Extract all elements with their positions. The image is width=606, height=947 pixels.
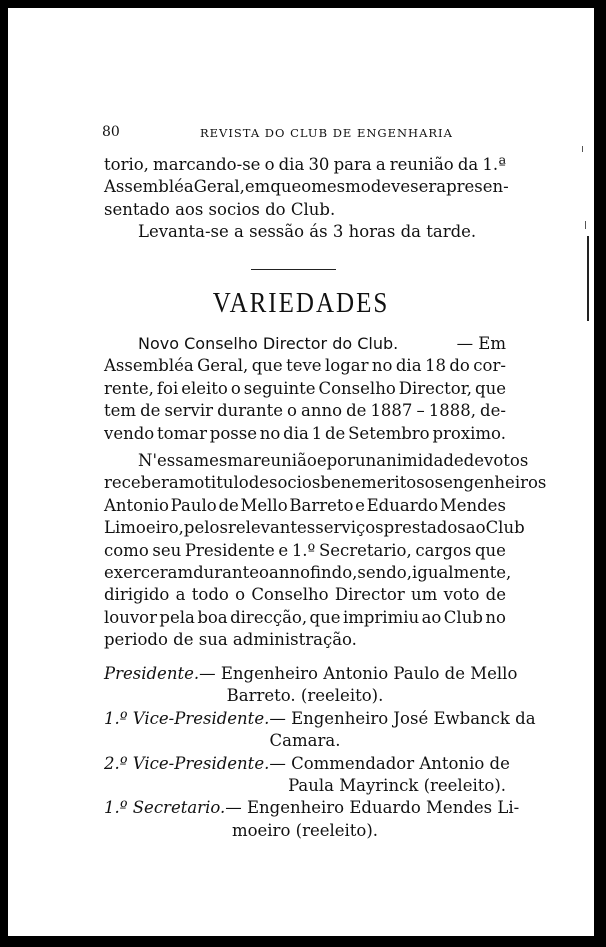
member-line <box>104 708 536 730</box>
continuation-paragraph <box>104 154 509 244</box>
text-line: como seu Presidente e 1.º Secretario, cargos que <box>104 540 506 560</box>
member-continuation: Barreto. (reeleito). <box>226 686 384 706</box>
member-text: — Engenheiro José Ewbanck da <box>269 708 536 728</box>
text-line: exerceram durante o anno findo, sendo, igualmente, <box>104 562 512 582</box>
member-continuation: moeiro (reeleito). <box>231 820 379 840</box>
section-title: VARIEDADES <box>212 287 390 319</box>
margin-mark <box>582 146 583 152</box>
text-line: dirigido a todo o Conselho Director um voto de <box>104 585 506 605</box>
text-line: Limoeiro, pelos relevantes serviços prestados ao Club <box>104 518 525 538</box>
page-number: 80 <box>102 124 120 140</box>
text-line: louvor pela boa direcção, que imprimiu ao Club no <box>104 607 506 627</box>
member-line <box>104 663 518 685</box>
text-line: Antonio Paulo de Mello Barreto e Eduardo Mendes <box>104 495 506 515</box>
member-continuation: Paula Mayrinck (reeleito). <box>288 775 506 795</box>
document-page <box>8 8 594 936</box>
closing-line: Levanta-se a sessão ás 3 horas da tarde. <box>138 222 477 242</box>
section-divider <box>251 269 336 270</box>
text-line: tem de servir durante o anno de 1887 – 1888, de- <box>104 401 506 421</box>
member-role: 1.º Secretario. <box>104 798 226 818</box>
member-role: 2.º Vice-Presidente. <box>104 753 270 773</box>
member-line <box>104 753 510 775</box>
text-line: Assembléa Geral, que teve logar no dia 18 do cor- <box>104 356 506 376</box>
text-line: Assembléa Geral, em que o mesmo deve ser apresen- <box>104 177 509 197</box>
member-continuation: Camara. <box>269 731 341 751</box>
text-line: periodo de sua administração. <box>104 630 357 650</box>
member-text: — Commendador Antonio de <box>269 753 510 773</box>
page-header <box>8 123 594 143</box>
text-line: N'essa mesma reunião e por unanimidade de votos <box>138 451 529 470</box>
text-line: vendo tomar posse no dia 1 de Setembro proximo. <box>104 423 506 443</box>
member-role: 1.º Vice-Presidente. <box>104 708 270 728</box>
text-line: receberam o titulo de socios benemeritos os engenheiros <box>104 473 547 493</box>
member-role: Presidente. <box>104 664 200 683</box>
heading-line <box>104 333 506 355</box>
member-text: — Engenheiro Eduardo Mendes Li- <box>225 798 520 818</box>
member-line <box>104 797 520 819</box>
margin-mark <box>585 221 586 229</box>
text-line: torio, marcando-se o dia 30 para a reunião da 1.ª <box>104 155 506 174</box>
text-line: sentado aos socios do Club. <box>104 199 336 219</box>
article-paragraph <box>104 333 506 445</box>
article-paragraph <box>104 450 547 652</box>
running-title: REVISTA DO CLUB DE ENGENHARIA <box>200 126 453 140</box>
text-line: rente, foi eleito o seguinte Conselho Director, que <box>104 378 506 398</box>
article-heading: Novo Conselho Director do Club. <box>138 334 399 353</box>
member-text: — Engenheiro Antonio Paulo de Mello <box>199 664 518 683</box>
members-list <box>104 663 536 842</box>
text-fragment: — Em <box>456 334 506 353</box>
